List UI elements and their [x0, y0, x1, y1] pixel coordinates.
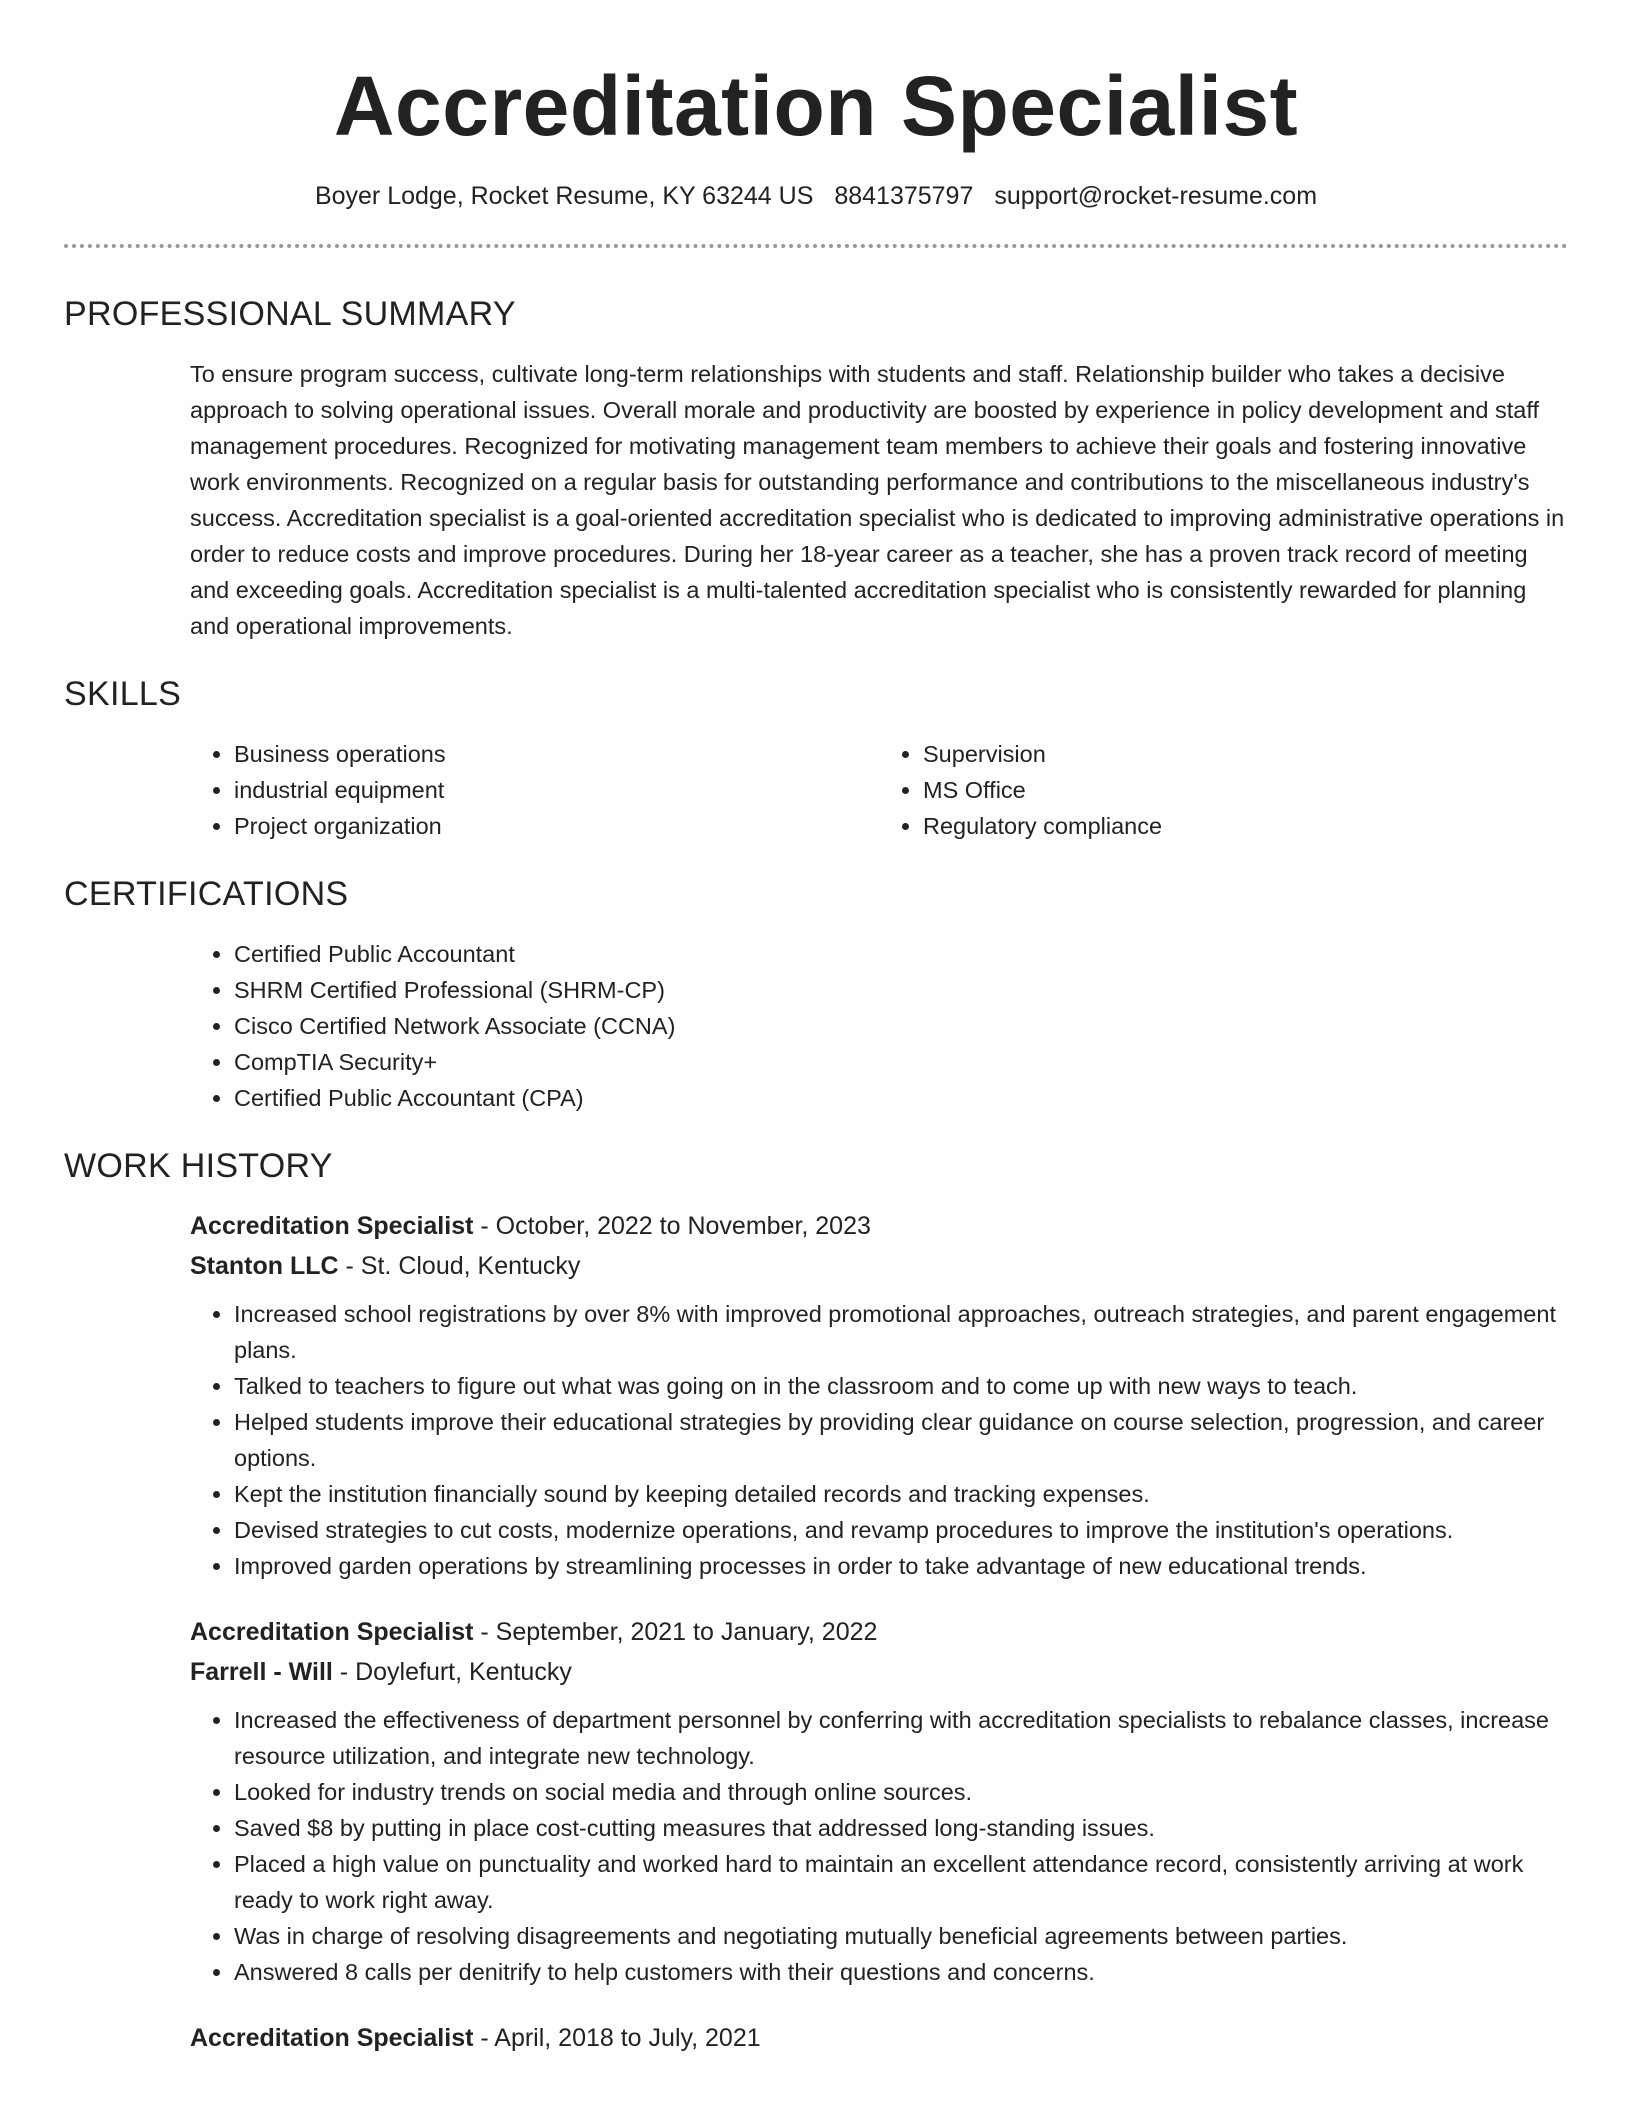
skills-grid	[190, 736, 1568, 844]
job-company-line	[190, 1246, 1568, 1286]
job-bullet: • Improved garden operations by streamlining processes in order to take advantage of new educational trends.	[234, 1548, 1568, 1584]
skill-item: • Business operations	[234, 736, 879, 772]
skills-list-right	[879, 736, 1568, 844]
job-title-line	[190, 2018, 1568, 2058]
job-bullet: • Answered 8 calls per denitrify to help customers with their questions and concerns.	[234, 1954, 1568, 1990]
job-title: Accreditation Specialist	[190, 2024, 474, 2052]
skills-list-left	[190, 736, 879, 844]
job-company: Stanton LLC	[190, 1252, 339, 1280]
job-title: Accreditation Specialist	[190, 1212, 474, 1240]
certification-item: • CompTIA Security+	[234, 1044, 1568, 1080]
job-bullet: • Talked to teachers to figure out what was going on in the classroom and to come up with new ways to teach.	[234, 1368, 1568, 1404]
job-location: - St. Cloud, Kentucky	[338, 1252, 581, 1280]
job-bullet: • Devised strategies to cut costs, modernize operations, and revamp procedures to improve the institution's operations.	[234, 1512, 1568, 1548]
resume-name: Accreditation Specialist	[333, 59, 1299, 153]
contact-line	[64, 180, 1568, 212]
job-bullet: • Looked for industry trends on social media and through online sources.	[234, 1774, 1568, 1810]
contact-address: Boyer Lodge, Rocket Resume, KY 63244 US	[314, 182, 814, 210]
job-company-line	[190, 1652, 1568, 1692]
job-bullets	[190, 1296, 1568, 1584]
certification-item: • Certified Public Accountant (CPA)	[234, 1080, 1568, 1116]
job-title: Accreditation Specialist	[190, 1618, 474, 1646]
job-dates: - September, 2021 to January, 2022	[473, 1618, 878, 1646]
job-entry	[190, 2018, 1568, 2058]
certifications-list	[190, 936, 1568, 1116]
skills-section	[64, 674, 1568, 844]
certification-item: • SHRM Certified Professional (SHRM-CP)	[234, 972, 1568, 1008]
job-title-line	[190, 1612, 1568, 1652]
work-history-heading: WORK HISTORY	[64, 1147, 333, 1185]
summary-section	[64, 294, 1568, 644]
certifications-heading: CERTIFICATIONS	[64, 875, 349, 913]
job-bullet: • Saved $8 by putting in place cost-cutting measures that addressed long-standing issues.	[234, 1810, 1568, 1846]
certification-item: • Certified Public Accountant	[234, 936, 1568, 972]
skill-item: • Project organization	[234, 808, 879, 844]
summary-text: To ensure program success, cultivate long-term relationships with students and staff. Relationship builder who takes a decisive approach to solving operational issues. Overall morale and productivity are boosted by experience in policy development and staff management procedures. Recognized for motivating management team members to achieve their goals and fostering innovative work environments. Recognized on a regular basis for outstanding performance and contributions to the miscellaneous industry's success. Accreditation specialist is a goal-oriented accreditation specialist who is dedicated to improving administrative operations in order to reduce costs and improve procedures. During her 18-year career as a teacher, she has a proven track record of meeting and exceeding goals. Accreditation specialist is a multi-talented accreditation specialist who is consistently rewarded for planning and operational improvements.	[190, 361, 1565, 639]
contact-email: support@rocket-resume.com	[994, 182, 1318, 210]
job-bullet: • Increased the effectiveness of department personnel by conferring with accreditation specialists to rebalance classes, increase resource utilization, and integrate new technology.	[234, 1702, 1568, 1774]
skill-item: • Supervision	[923, 736, 1568, 772]
job-dates: - April, 2018 to July, 2021	[473, 2024, 761, 2052]
job-entry	[190, 1206, 1568, 1584]
certifications-section	[64, 874, 1568, 1116]
job-title-line	[190, 1206, 1568, 1246]
job-bullets	[190, 1702, 1568, 1990]
skill-item: • MS Office	[923, 772, 1568, 808]
skill-item: • industrial equipment	[234, 772, 879, 808]
contact-phone: 8841375797	[834, 182, 974, 210]
header-divider	[64, 244, 1568, 248]
job-bullet: • Kept the institution financially sound by keeping detailed records and tracking expenses.	[234, 1476, 1568, 1512]
summary-heading: PROFESSIONAL SUMMARY	[64, 295, 516, 333]
job-bullet: • Increased school registrations by over 8% with improved promotional approaches, outreach strategies, and parent engagement plans.	[234, 1296, 1568, 1368]
skill-item: • Regulatory compliance	[923, 808, 1568, 844]
job-location: - Doylefurt, Kentucky	[332, 1658, 572, 1686]
job-bullet: • Was in charge of resolving disagreements and negotiating mutually beneficial agreements between parties.	[234, 1918, 1568, 1954]
certification-item: • Cisco Certified Network Associate (CCNA)	[234, 1008, 1568, 1044]
job-dates: - October, 2022 to November, 2023	[473, 1212, 871, 1240]
skills-heading: SKILLS	[64, 675, 182, 713]
job-bullet: • Placed a high value on punctuality and worked hard to maintain an excellent attendance record, consistently arriving at work ready to work right away.	[234, 1846, 1568, 1918]
job-entry	[190, 1612, 1568, 1990]
work-history-section	[64, 1146, 1568, 2058]
job-company: Farrell - Will	[190, 1658, 333, 1686]
job-bullet: • Helped students improve their educational strategies by providing clear guidance on course selection, progression, and career options.	[234, 1404, 1568, 1476]
